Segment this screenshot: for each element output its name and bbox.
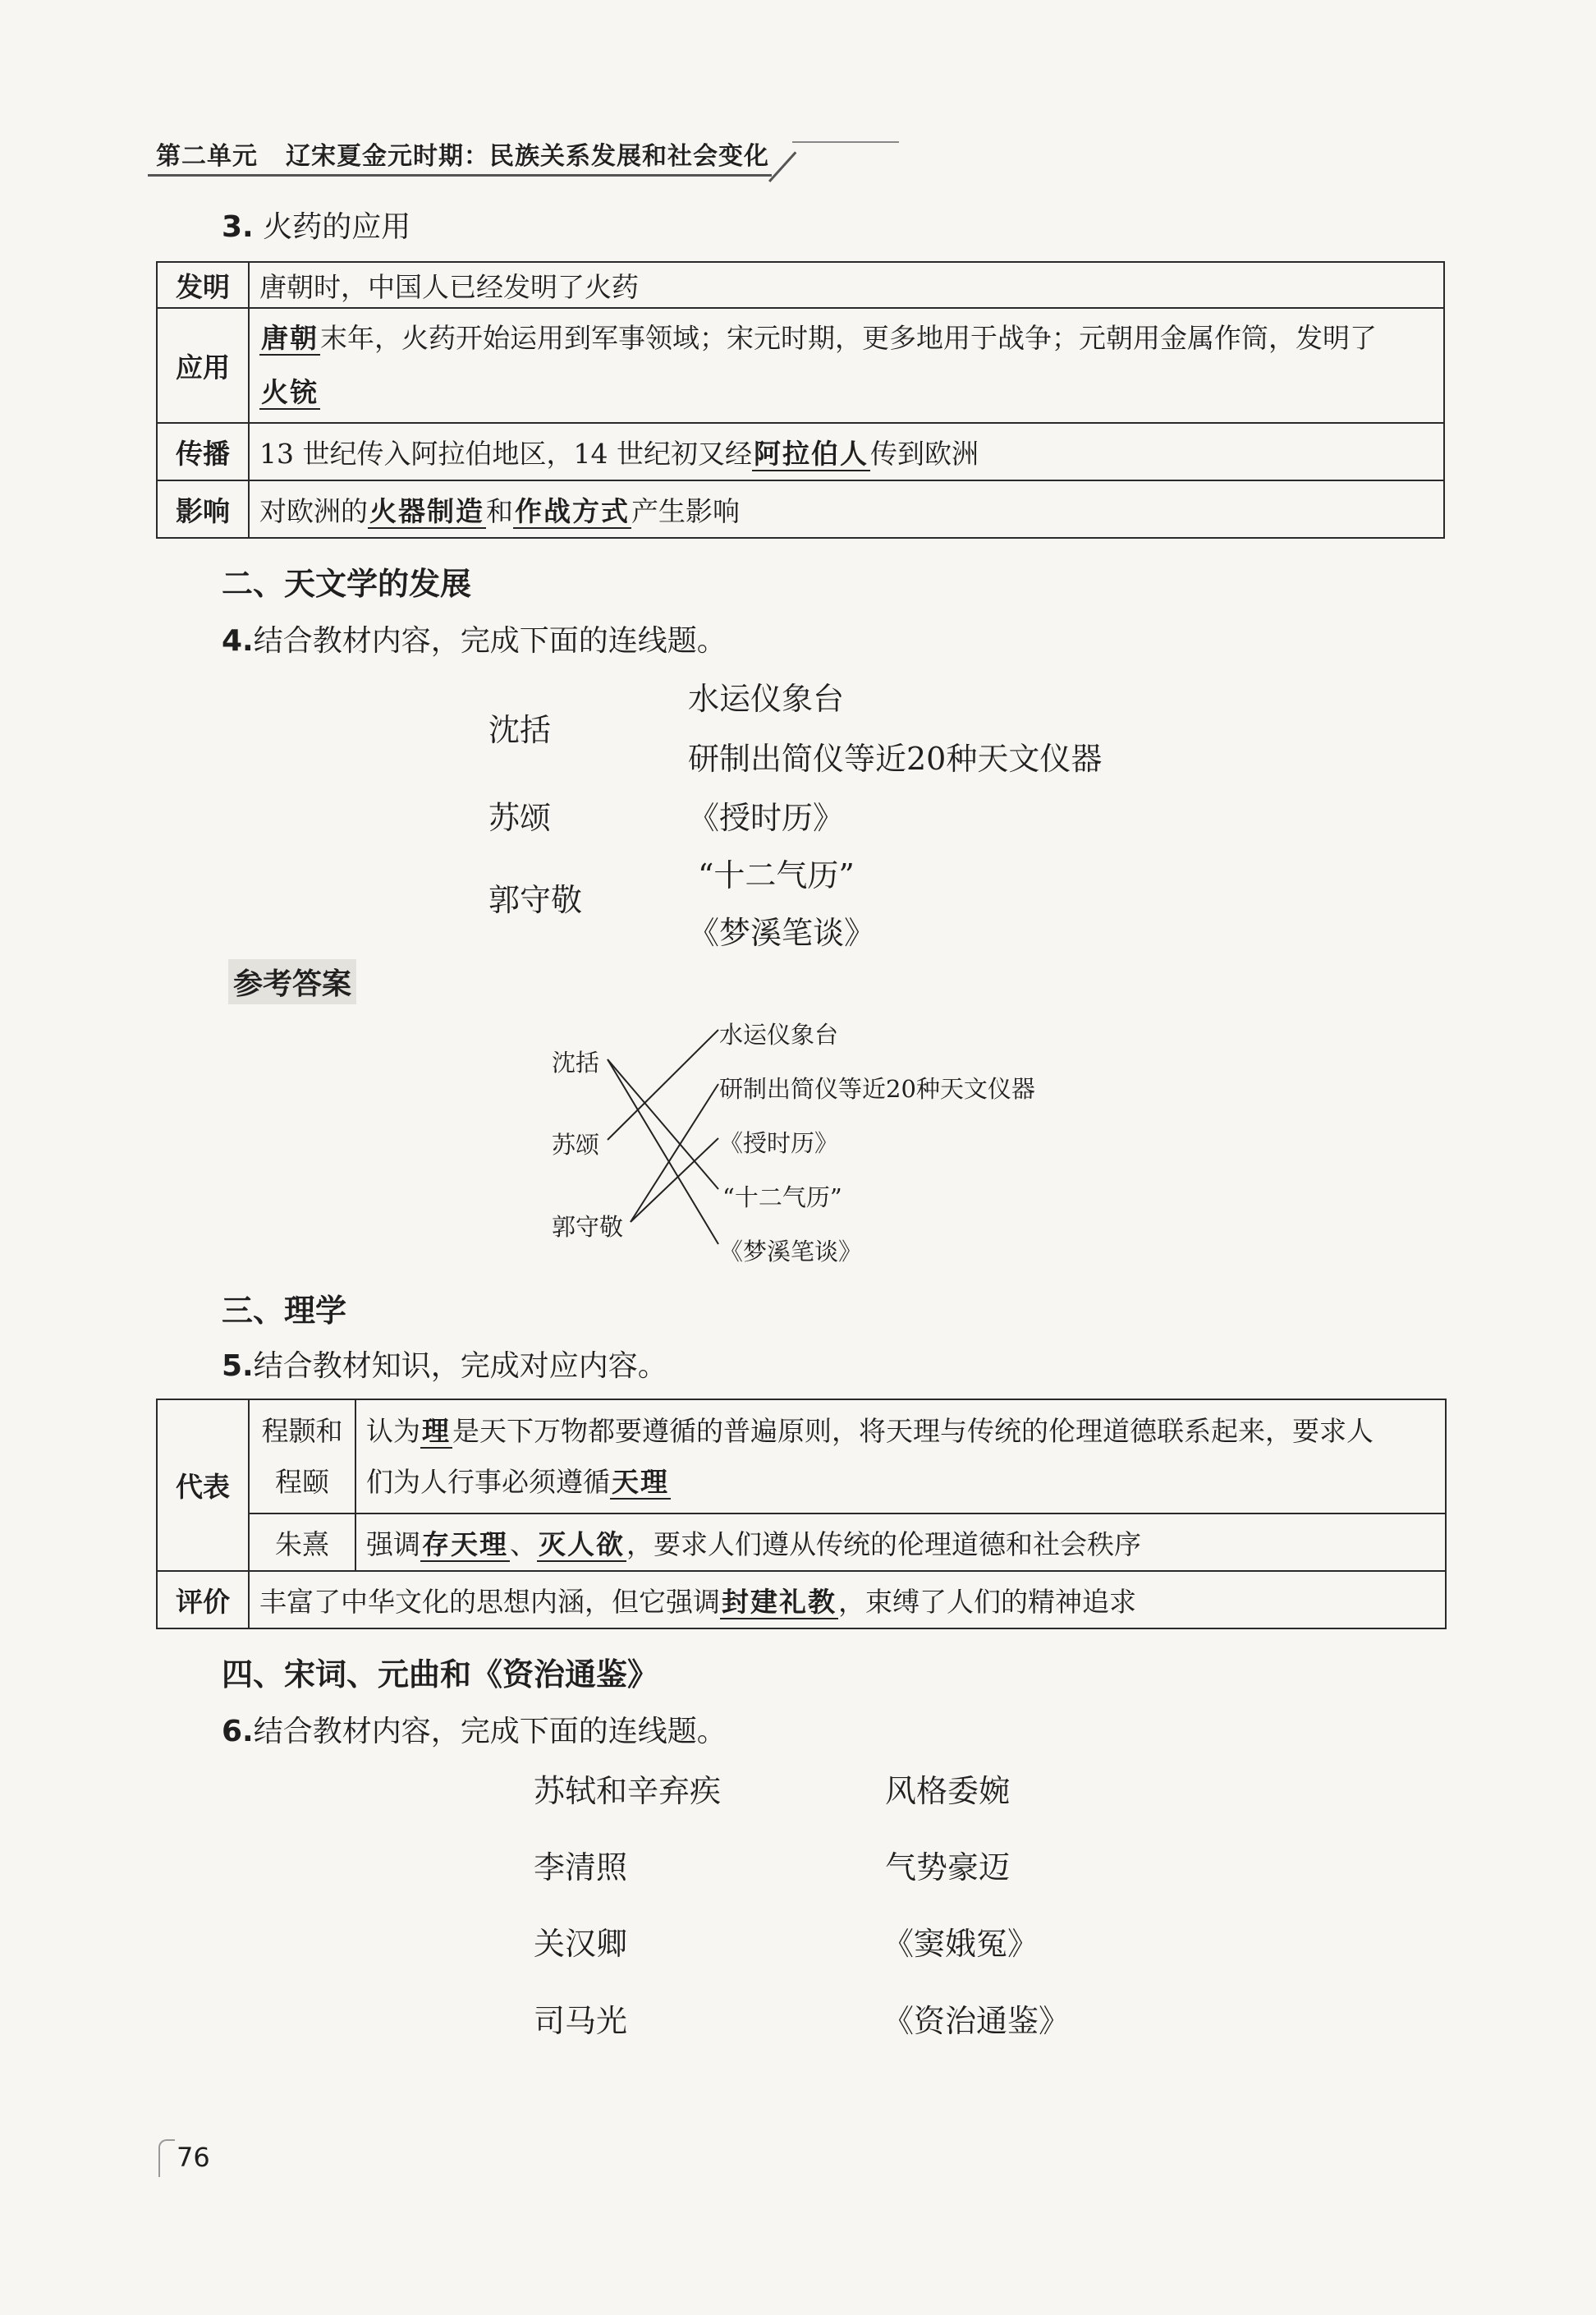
answer-blank: 火器制造	[369, 494, 484, 527]
question-text: 火药的应用	[263, 210, 411, 244]
question-6	[222, 1708, 727, 1750]
row-label: 传播	[157, 423, 249, 480]
page-number: 76	[177, 2142, 210, 2173]
row-content	[249, 1571, 1446, 1628]
match-right-item: 《授时历》	[688, 800, 845, 836]
answer-blank: 作战方式	[515, 494, 630, 527]
match-right-item: 风格委婉	[885, 1773, 1011, 1809]
question-text: 结合教材内容，完成下面的连线题。	[253, 1715, 727, 1748]
cell-text: 13 世纪传入阿拉伯地区，14 世纪初又经	[259, 437, 752, 470]
table-row	[157, 1571, 1446, 1628]
row-content	[355, 1399, 1446, 1513]
match-right-item: 《梦溪笔谈》	[688, 915, 876, 951]
section-heading: 四、宋词、元曲和《资治通鉴》	[222, 1656, 659, 1693]
answer-right-item: 水运仪象台	[719, 1021, 839, 1049]
answer-blank: 阿拉伯人	[753, 437, 869, 470]
table-row	[157, 1399, 1446, 1513]
name-line: 程颢和	[261, 1414, 343, 1447]
answer-blank: 封建礼教	[722, 1585, 837, 1618]
match-right-item: 研制出简仪等近20种天文仪器	[688, 741, 1103, 777]
cell-text: 、	[510, 1527, 537, 1560]
answer-blank: 灭人欲	[539, 1527, 625, 1560]
match-right-item: “十二气历”	[698, 857, 855, 893]
unit-title: 辽宋夏金元时期：民族关系发展和社会变化	[286, 142, 769, 171]
cell-text: 是天下万物都要遵循的普遍原则，将天理与传统的伦理道德联系起来，要求人	[452, 1414, 1374, 1447]
question-text: 结合教材内容，完成下面的连线题。	[253, 624, 727, 658]
representative-name	[249, 1399, 355, 1513]
unit-label: 第二单元	[156, 142, 258, 171]
connector-guo-shoushi	[631, 1138, 718, 1222]
match-right-item: 《窦娥冤》	[883, 1926, 1039, 1962]
row-label: 评价	[157, 1571, 249, 1628]
cell-text: 产生影响	[631, 494, 740, 527]
cell-text: 认为	[366, 1414, 420, 1447]
row-label: 发明	[157, 262, 249, 308]
row-label: 影响	[157, 480, 249, 538]
cell-text: 对欧洲的	[259, 494, 368, 527]
cell-text: 和	[486, 494, 513, 527]
match-left-item: 沈括	[488, 712, 552, 748]
row-label: 应用	[157, 308, 249, 423]
answer-right-item: 《授时历》	[719, 1129, 839, 1157]
match-left-item: 郭守敬	[488, 882, 583, 918]
name-line: 程颐	[275, 1465, 329, 1498]
match-right-item: 气势豪迈	[885, 1849, 1011, 1886]
cell-text: 丰富了中华文化的思想内涵，但它强调	[259, 1585, 720, 1618]
question-number: 3.	[222, 210, 254, 244]
section-heading: 三、理学	[222, 1293, 347, 1329]
cell-text: ，要求人们遵从传统的伦理道德和社会秩序	[626, 1527, 1141, 1560]
answer-right-item: 研制出简仪等近20种天文仪器	[719, 1075, 1035, 1103]
answer-right-item: 《梦溪笔谈》	[719, 1238, 863, 1265]
question-text: 结合教材知识，完成对应内容。	[253, 1349, 667, 1383]
match-left-item: 苏颂	[488, 800, 552, 836]
page-number-ornament	[158, 2139, 175, 2177]
reference-answer-label: 参考答案	[228, 959, 356, 1004]
answer-left-item: 苏颂	[552, 1131, 600, 1159]
answer-left-item: 郭守敬	[552, 1213, 624, 1241]
answer-blank: 理	[422, 1414, 451, 1447]
match-left-item: 苏轼和辛弃疾	[534, 1773, 722, 1809]
match-left-item: 关汉卿	[534, 1926, 628, 1962]
cell-text: 唐朝时，中国人已经发明了火药	[259, 270, 639, 303]
match-left-item: 司马光	[534, 2003, 628, 2039]
cell-text: 传到欧洲	[869, 437, 979, 470]
answer-blank: 唐朝	[261, 322, 319, 354]
cell-text: 末年，火药开始运用到军事领域；宋元时期，更多地用于战争；元朝用金属作筒，发明了	[320, 322, 1377, 354]
lixue-table	[156, 1399, 1447, 1629]
section-heading: 二、天文学的发展	[222, 566, 472, 602]
connector-shenkuo-mengxi	[608, 1059, 718, 1244]
table-row	[157, 1513, 1446, 1571]
match-left-item: 李清照	[534, 1849, 628, 1886]
cell-text: 强调	[366, 1527, 420, 1560]
match-right-item: 《资治通鉴》	[883, 2003, 1071, 2039]
question-5	[222, 1343, 667, 1385]
answer-left-item: 沈括	[552, 1049, 600, 1077]
match-right-item: 水运仪象台	[688, 681, 845, 717]
answer-blank: 存天理	[422, 1527, 508, 1560]
question-number: 4.	[222, 624, 254, 658]
group-label: 代表	[157, 1399, 249, 1571]
cell-text: ，束缚了人们的精神追求	[838, 1585, 1136, 1618]
representative-name: 朱熹	[249, 1513, 355, 1571]
cell-text: 们为人行事必须遵循	[366, 1465, 610, 1498]
answer-blank: 天理	[612, 1465, 669, 1498]
answer-blank: 火铳	[261, 376, 319, 408]
question-number: 5.	[222, 1349, 254, 1383]
question-number: 6.	[222, 1715, 254, 1748]
answer-right-item: “十二气历”	[722, 1183, 842, 1211]
row-content	[355, 1513, 1446, 1571]
